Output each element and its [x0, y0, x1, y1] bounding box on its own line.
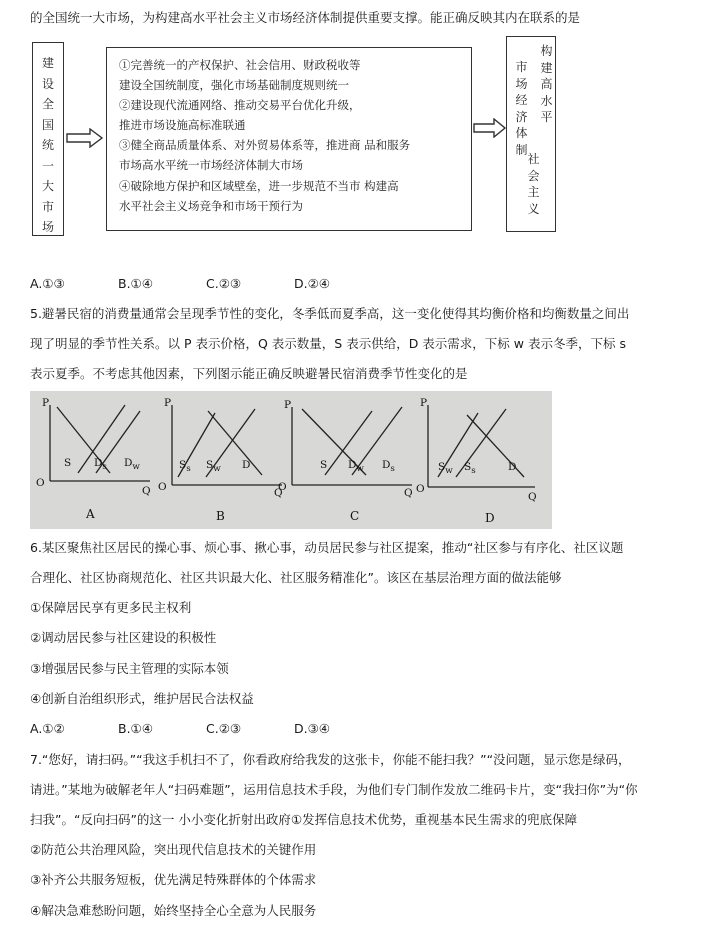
curve-label: S — [320, 459, 328, 471]
q7-item: ③补齐公共服务短板，优先满足特殊群体的个体需求 — [30, 872, 317, 887]
measure-line: 建设全国统制度，强化市场基础制度规则统一 — [119, 78, 349, 92]
graph-letter: D — [485, 511, 495, 525]
q7-item: ②防范公共治理风险，突出现代信息技术的关键作用 — [30, 842, 317, 857]
option: A.①② — [30, 721, 65, 736]
option: C.②③ — [206, 276, 242, 291]
curve-label: $D_s$ — [382, 459, 395, 475]
left-box-text: 建设全国统一大市场 — [42, 56, 55, 234]
curve-label: $D_w$ — [348, 459, 364, 475]
origin-label: O — [36, 477, 45, 489]
left-concept-box — [32, 42, 64, 236]
option: B.①④ — [118, 721, 153, 736]
q6-line: 合理化、社区协商规范化、社区共识最大化、社区服务精准化”。该区在基层治理方面的做法能够 — [30, 570, 562, 585]
p-axis-label: P — [164, 397, 172, 409]
option: C.②③ — [206, 721, 242, 736]
curve-label: S — [64, 457, 72, 469]
measure-line: 推进市场设施高标准联通 — [119, 118, 246, 132]
curve-label: $S_s$ — [179, 459, 191, 475]
q4-options — [30, 276, 382, 292]
q5-line: 表示夏季。不考虑其他因素，下列图示能正确反映避暑民宿消费季节性变化的是 — [30, 366, 468, 381]
curve-label: D — [242, 459, 251, 471]
q6-options — [30, 721, 382, 737]
measure-line: 市场高水平统一市场经济体制大市场 — [119, 158, 303, 172]
p-axis-label: P — [420, 397, 428, 409]
graph-labels-layer — [30, 391, 552, 529]
curve-label: $S_w$ — [206, 459, 221, 475]
measure-line: ②建设现代流通网络、推动交易平台优化升级， — [119, 98, 361, 112]
right-concept-box — [506, 36, 556, 232]
graph-letter: A — [86, 507, 95, 521]
curve-label: D — [508, 461, 517, 473]
curve-label: $S_w$ — [438, 461, 453, 477]
measure-line: 水平社会主义场竞争和市场干预行为 — [119, 199, 303, 213]
p-axis-label: P — [42, 397, 50, 409]
arrow-right-icon — [473, 118, 507, 138]
origin-label: O — [416, 483, 425, 495]
p-axis-label: P — [284, 399, 292, 411]
option: D.③④ — [294, 721, 331, 736]
origin-label: O — [158, 481, 167, 493]
q6-item: ①保障居民享有更多民主权利 — [30, 600, 192, 615]
origin-label: O — [278, 481, 287, 493]
q-axis-label: Q — [274, 487, 283, 499]
option: A.①③ — [30, 276, 65, 291]
q7-line: 7.“您好，请扫码。”“我这手机扫不了，你看政府给我发的这张卡，你能不能扫我？”“没问题，显示您是绿码， — [30, 752, 631, 767]
q7-line: 请进。”某地为破解老年人“扫码难题”，运用信息技术手段，为他们专门制作发放二维码卡片，变“我扫你”为“你 — [30, 782, 638, 797]
right-box-column: 构建高水平 — [540, 44, 553, 125]
graph-letter: C — [350, 509, 360, 523]
q5-line: 现了明显的季节性关系。以 P 表示价格，Q 表示数量，S 表示供给，D 表示需求，下标 w 表示冬季，下标 s — [30, 336, 626, 351]
curve-label: $D_s$ — [94, 457, 107, 473]
q-axis-label: Q — [142, 485, 151, 497]
arrow-right-icon — [66, 128, 104, 148]
curve-label: $D_w$ — [124, 457, 140, 473]
measures-box — [106, 47, 472, 231]
q-axis-label: Q — [528, 491, 537, 503]
option: B.①④ — [118, 276, 153, 291]
q7-item: ④解决急难愁盼问题，始终坚持全心全意为人民服务 — [30, 903, 317, 918]
curve-label: $S_s$ — [464, 461, 476, 477]
graph-letter: B — [216, 509, 225, 523]
q4-intro: 的全国统一大市场，为构建高水平社会主义市场经济体制提供重要支撑。能正确反映其内在联系的是 — [30, 10, 581, 25]
q6-item: ③增强居民参与民主管理的实际本领 — [30, 661, 229, 676]
q6-item: ②调动居民参与社区建设的积极性 — [30, 630, 217, 645]
measure-line: ①完善统一的产权保护、社会信用、财政税收等 — [119, 58, 361, 72]
measure-line: ④破除地方保护和区域壁垒，进一步规范不当市 构建高 — [119, 179, 399, 193]
q-axis-label: Q — [404, 487, 413, 499]
q6-item: ④创新自治组织形式，维护居民合法权益 — [30, 691, 254, 706]
option: D.②④ — [294, 276, 331, 291]
right-box-column: 市场经济体制 — [515, 60, 528, 157]
right-box-column: 社会主义 — [527, 152, 540, 216]
measure-line: ③健全商品质量体系、对外贸易体系等，推进商 品和服务 — [119, 138, 411, 152]
q6-line: 6.某区聚焦社区居民的操心事、烦心事、揪心事，动员居民参与社区提案，推动“社区参与有序化、社区议题 — [30, 540, 624, 555]
q5-line: 5.避暑民宿的消费量通常会呈现季节性的变化，冬季低而夏季高，这一变化使得其均衡价格和均衡数量之间出 — [30, 306, 630, 321]
q7-line: 扫我”。“反向扫码”的这一 小小变化折射出政府①发挥信息技术优势，重视基本民生需求的兜底保障 — [30, 812, 578, 827]
